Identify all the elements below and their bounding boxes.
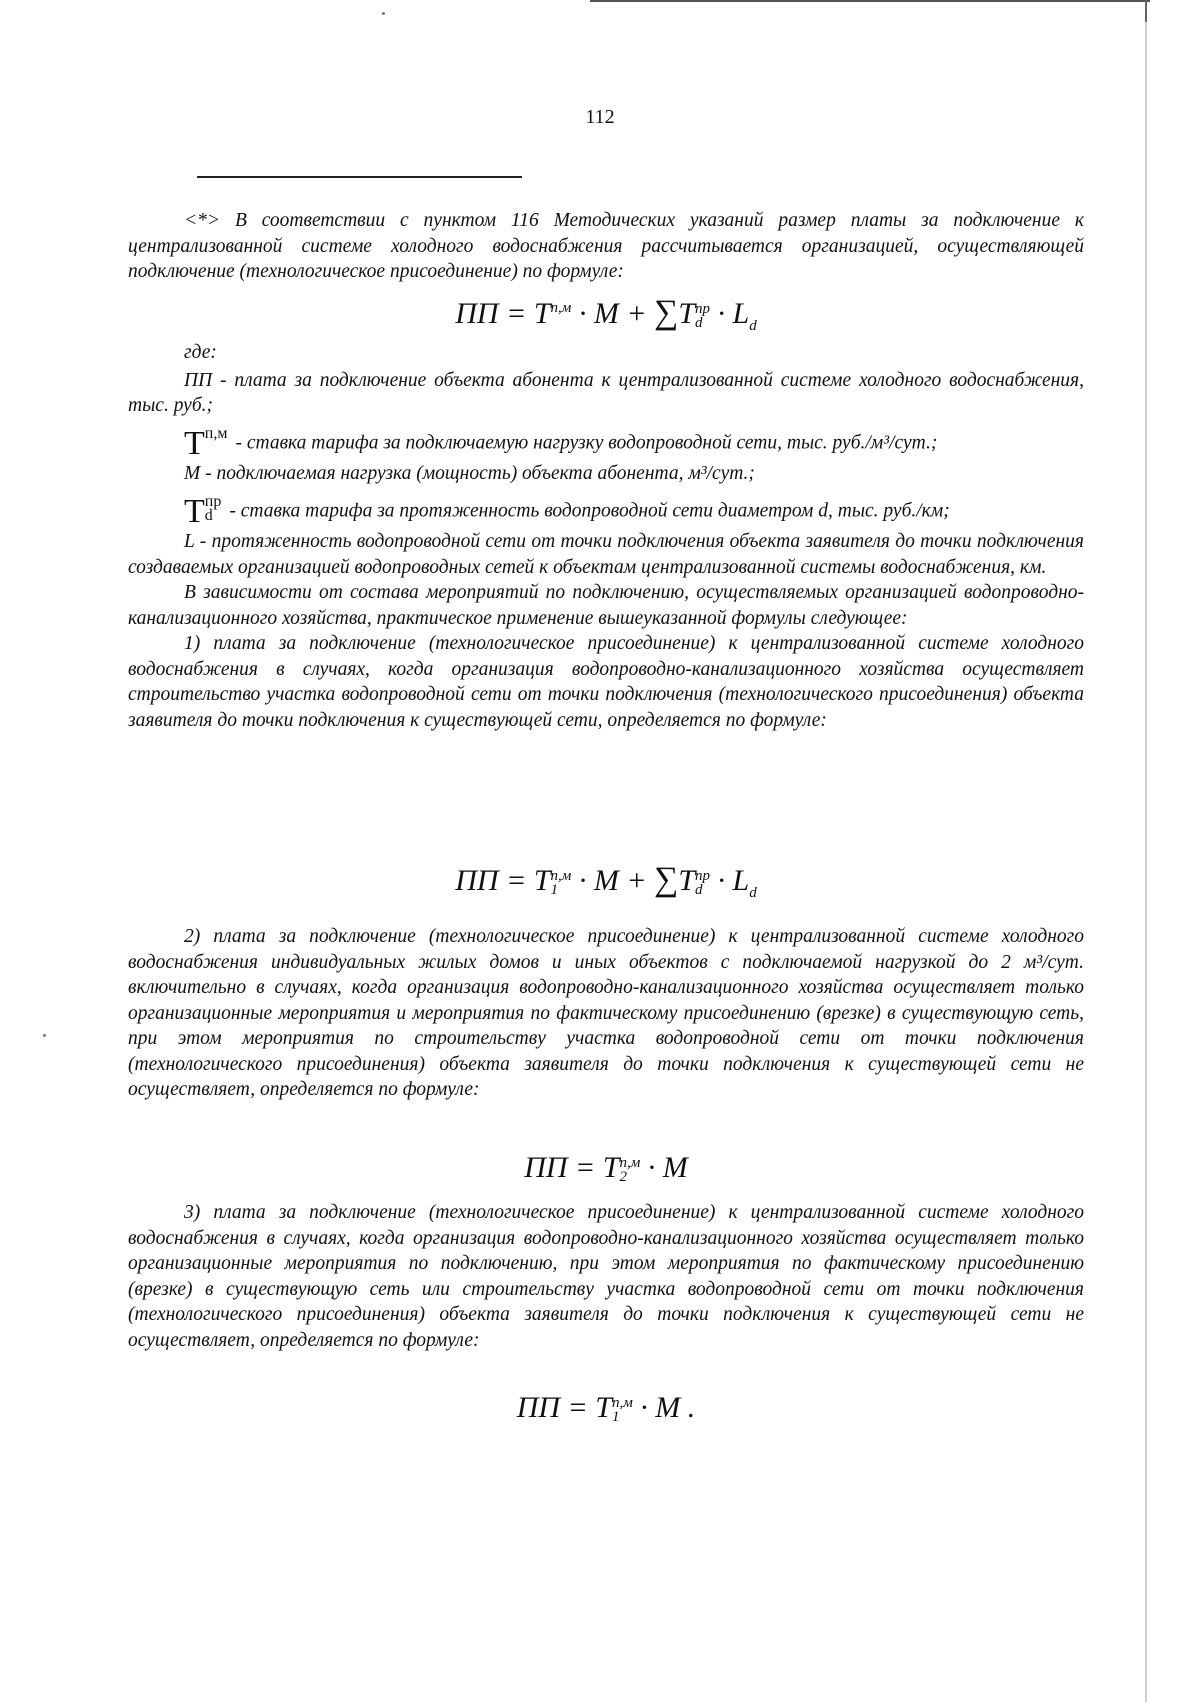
formula-t: T <box>602 1151 620 1184</box>
formula-td: T <box>678 297 696 330</box>
formula-lhs: ПП <box>524 1151 568 1184</box>
scan-edge-mark <box>1145 0 1147 22</box>
formula-t-sub: 1 <box>611 1409 620 1426</box>
formula-dot-m: · M <box>647 1151 688 1184</box>
formula-sum: ∑ <box>654 861 679 898</box>
formula-dot-l: · L <box>717 297 750 330</box>
formula-sum: ∑ <box>654 294 679 331</box>
formula-td-sup: пр <box>695 301 711 318</box>
formula-td: T <box>678 864 696 897</box>
formula-dot-m: · M . <box>640 1391 696 1424</box>
scan-speck <box>382 12 385 15</box>
formula-t-indices <box>619 1156 640 1184</box>
formula-t-sup: п,м <box>611 1395 633 1412</box>
symbol-t-sup: п,м <box>204 424 228 442</box>
formula-l-sub: d <box>749 318 757 334</box>
formula-case-3 <box>128 1390 1084 1426</box>
footnote-intro-block <box>128 208 1084 285</box>
formula-dot-m: · M + <box>578 864 647 897</box>
scan-edge-line <box>1145 0 1147 1702</box>
formula-t-sub: 2 <box>619 1169 627 1186</box>
scan-speck <box>43 1034 46 1037</box>
formula-t-sup: п,м <box>550 868 572 885</box>
symbol-td-sup: пр <box>204 492 222 510</box>
formula-eq: = <box>506 864 527 897</box>
footnote-separator <box>197 176 522 178</box>
formula-t-indices <box>551 869 572 897</box>
case-3-text: 3) плата за подключение (технологическое присоединение) к централизованной системе холодного водоснабжения в случаях, когда организация водопроводно-канализационного хозяйства осуществляет только организационные мероприятия по подключению, при этом мероприятия по фактическому присоединению (врезке) в существующую сеть или строительству участка водопроводной сети от точки подключения (технологического присоединения) объекта заявителя до точки подключения к существующей сети не осуществляет, определяется по формуле: <box>128 1202 1084 1351</box>
formula-t-sub: 1 <box>550 882 559 899</box>
formula-lhs: ПП <box>455 864 499 897</box>
footnote-intro-text: <*> В соответствии с пунктом 116 Методических указаний размер платы за подключение к централизованной системе холодного водоснабжения рассчитывается организацией, осуществляющей подключение (технологическое присоединение) по формуле: <box>128 210 1084 282</box>
formula-td-indices <box>695 302 710 330</box>
formula-lhs: ПП <box>516 1391 561 1424</box>
formula-td-sup: пр <box>695 868 711 885</box>
symbol-td-sub: d <box>204 506 213 524</box>
definition-pp: ПП - плата за подключение объекта абонента к централизованной системе холодного водоснабжения, тыс. руб.; <box>128 369 1084 416</box>
definition-td <box>128 492 1084 530</box>
scan-edge-line <box>590 0 1150 2</box>
formula-t-sup: п,м <box>619 1155 641 1172</box>
formula-l-sub: d <box>749 885 757 901</box>
formula-t: T <box>533 864 551 897</box>
definition-td-text: - ставка тарифа за протяженность водопроводной сети диаметром d, тыс. руб./км; <box>229 500 950 522</box>
case-2-text: 2) плата за подключение (технологическое присоединение) к централизованной системе холодного водоснабжения индивидуальных жилых домов и иных объектов с подключаемой нагрузкой до 2 м³/сут. включительно в случаях, когда организация водопроводно-канализационного хозяйства осуществляет только организационные мероприятия и мероприятия по фактическому присоединению (врезке) в существующую сеть, при этом мероприятия по строительству участка водопроводной сети от точки подключения (технологического присоединения) объекта заявителя до точки подключения к существующей сети не осуществляет, определяется по формуле: <box>128 926 1084 1100</box>
definition-t-text: - ставка тарифа за подключаемую нагрузку водопроводной сети, тыс. руб./м³/сут.; <box>235 432 938 454</box>
case-3-block <box>128 1200 1084 1353</box>
symbol-t-pr-d: T пр d <box>184 492 222 530</box>
formula-td-indices <box>695 869 710 897</box>
symbol-t-pm: T п,м <box>184 424 228 462</box>
formula-td-sub: d <box>695 315 703 332</box>
definition-l: L - протяженность водопроводной сети от точки подключения объекта заявителя до точки подключения создаваемых организацией водопроводных сетей к объектам централизованной системы водоснабжения, км. <box>128 531 1084 578</box>
dependence-text: В зависимости от состава мероприятий по подключению, осуществляемых организацией водопроводно-канализационного хозяйства, практическое применение вышеуказанной формулы следующее: <box>128 582 1084 629</box>
formula-t-sup: п,м <box>550 300 572 316</box>
formula-eq: = <box>567 1391 588 1424</box>
formula-td-sub: d <box>695 882 703 899</box>
case-2-block <box>128 924 1084 1103</box>
formula-t-indices <box>612 1396 633 1424</box>
page-number: 112 <box>585 106 615 128</box>
definitions-block <box>128 340 1084 733</box>
formula-main <box>128 290 1084 344</box>
definition-m: M - подключаемая нагрузка (мощность) объекта абонента, м³/сут.; <box>184 463 755 484</box>
where-label: где: <box>184 342 217 363</box>
formula-dot-l: · L <box>717 864 750 897</box>
formula-lhs: ПП <box>455 297 499 330</box>
formula-eq: = <box>506 297 527 330</box>
formula-t: T <box>595 1391 612 1424</box>
formula-t: T <box>533 297 551 330</box>
definition-t <box>128 424 1084 462</box>
formula-case-1 <box>128 862 1084 911</box>
formula-case-2 <box>128 1150 1084 1186</box>
case-1-text: 1) плата за подключение (технологическое присоединение) к централизованной системе холодного водоснабжения в случаях, когда организация водопроводно-канализационного хозяйства осуществляет строительство участка водопроводной сети от точки подключения (технологического присоединения) объекта заявителя до точки подключения к существующей сети, определяется по формуле: <box>128 633 1084 731</box>
formula-dot-m: · M + <box>578 297 647 330</box>
formula-eq: = <box>575 1151 596 1184</box>
